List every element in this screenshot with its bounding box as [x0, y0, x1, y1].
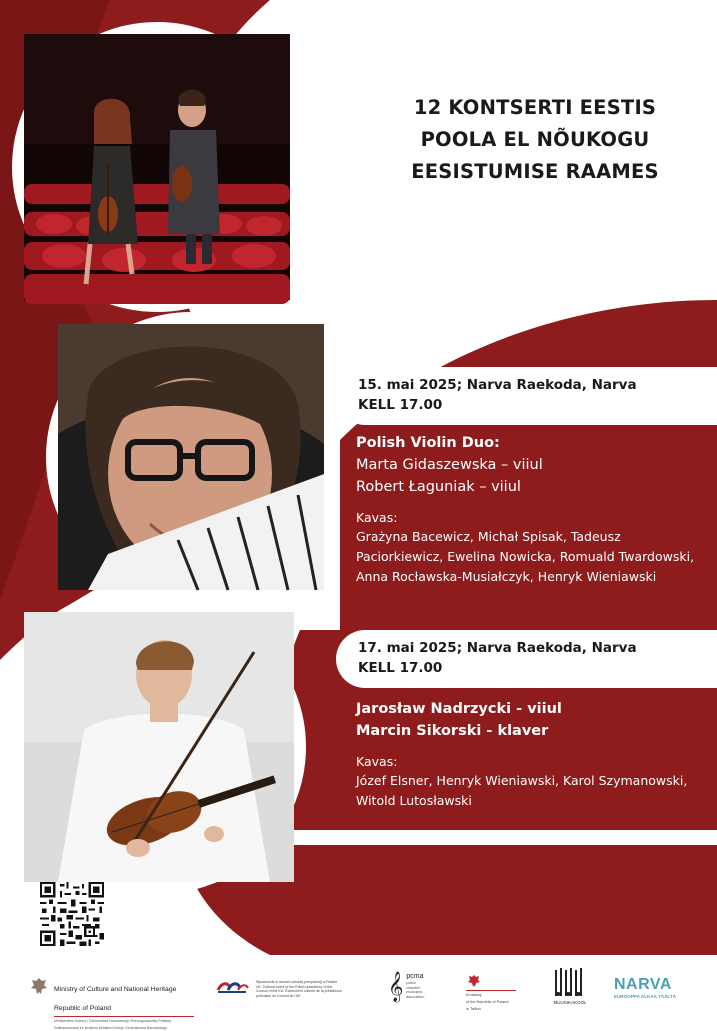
embassy-text-1: Embassy — [466, 993, 482, 997]
ministry-line-1: Ministry of Culture and National Heritage — [54, 986, 177, 993]
violinist-with-violin-photo — [24, 612, 294, 882]
pcma-sub-3: musicians — [406, 990, 423, 995]
embassy-divider — [466, 990, 516, 991]
poster-title — [370, 92, 700, 188]
qr-code[interactable] — [40, 882, 104, 946]
embassy-text-3: in Tallinn — [466, 1007, 481, 1011]
footer-logos — [0, 960, 717, 1030]
concert-1-program-label: Kavas: — [356, 510, 398, 525]
violin-duo-photo — [12, 22, 302, 312]
embassy-logo — [466, 974, 526, 1012]
title-line-3: EESISTUMISE RAAMES — [411, 160, 659, 183]
narva-title: NARVA — [614, 976, 672, 993]
concert-1-date-pill — [336, 367, 717, 425]
embassy-eagle-icon — [468, 974, 480, 988]
narva-logo — [614, 976, 694, 1000]
music-school-text: MUUSIKAKOOL — [553, 1000, 587, 1005]
ministry-sub-2: Dofinansowano ze środków Ministra Kultury i Dziedzictwa Narodowego — [54, 1026, 168, 1030]
concert-2-date: 17. mai 2025; Narva Raekoda, Narva — [358, 640, 637, 656]
pcma-title: pcma — [406, 973, 424, 980]
concert-1-info — [356, 432, 696, 587]
violin-duo-in-theatre-photo — [24, 34, 290, 300]
concert-2-performer-2: Marcin Sikorski - klaver — [356, 723, 549, 739]
concert-2-info — [356, 698, 706, 811]
concert-2-program: Józef Elsner, Henryk Wieniawski, Karol Szymanowski, Witold Lutosławski — [356, 773, 688, 808]
ministry-line-2: Republic of Poland — [54, 1005, 112, 1012]
pcma-logo — [388, 972, 448, 1002]
pcma-sub-4: association — [406, 994, 425, 999]
ministry-sub-1: Ministerstwo Kultury i Dziedzictwa Narodowego Rzeczypospolitej Polskiej — [54, 1019, 171, 1023]
title-line-1: 12 KONTSERTI EESTIS — [413, 96, 657, 119]
polish-eagle-icon — [30, 976, 48, 998]
concert-2-time: KELL 17.00 — [358, 660, 443, 676]
ministry-divider — [54, 1016, 194, 1017]
concert-1-ensemble: Polish Violin Duo: — [356, 435, 500, 451]
qr-code-icon — [40, 882, 104, 946]
embassy-text-2: of the Republic of Poland — [466, 1000, 509, 1004]
music-school-logo — [552, 966, 588, 1006]
eu-presidency-logo — [216, 980, 346, 998]
title-line-2: POOLA EL NÕUKOGU — [420, 128, 650, 151]
concert-2-date-pill — [336, 630, 717, 688]
pcma-sub-2: chamber — [406, 985, 421, 990]
man-with-glasses-at-piano-photo — [58, 324, 324, 590]
violinist-photo — [12, 600, 306, 894]
concert-1-time: KELL 17.00 — [358, 397, 443, 413]
concert-1-performer-1: Marta Gidaszewska – viiul — [356, 457, 543, 473]
pianist-photo — [46, 312, 336, 602]
concert-2-program-label: Kavas: — [356, 754, 398, 769]
concert-2-performer-1: Jarosław Nadrzycki - viiul — [356, 701, 562, 717]
concert-1-date: 15. mai 2025; Narva Raekoda, Narva — [358, 377, 637, 393]
eu-presidency-text: Wydarzenie w ramach polskiej prezydencji w Radzie UE. Cultural event of the Polish presidency of the Council of the EU. Événement culturel de la présidence polonaise du Conseil de l'UE — [256, 980, 342, 998]
pcma-sub-1: polish — [406, 981, 416, 985]
concert-1-performer-2: Robert Łaguniak – viiul — [356, 479, 521, 495]
concert-1-program: Grażyna Bacewicz, Michał Spisak, Tadeusz Paciorkiewicz, Ewelina Nowicka, Romuald Twardowski, Anna Rocławska-Musiałczyk, Henryk Wieniawski — [356, 529, 695, 584]
eu-presidency-mark-icon — [216, 980, 250, 994]
music-school-emblem-icon — [552, 966, 586, 1000]
treble-clef-icon: 𝄞 — [388, 972, 404, 1002]
ministry-logo — [30, 976, 190, 1031]
narva-subtitle: EUROOPPA ALKAA TÄÄLTÄ — [614, 994, 677, 999]
